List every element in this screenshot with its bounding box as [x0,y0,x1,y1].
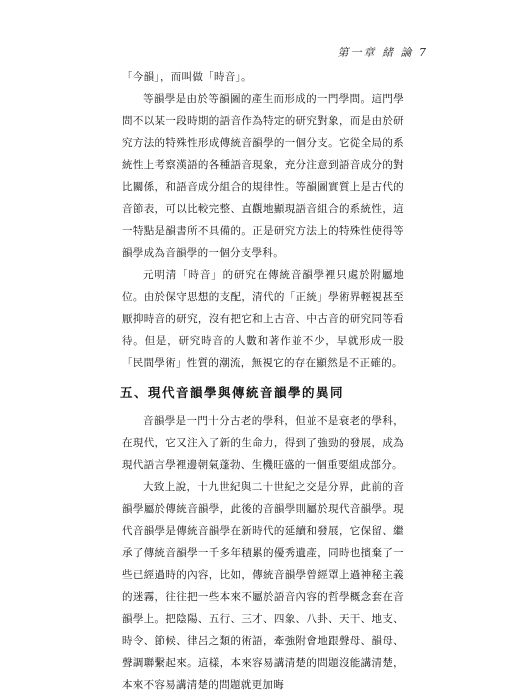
paragraph-shiyin: 元明清「時音」的研究在傳統音韻學裡只處於附屬地位。由於保守思想的支配，清代的「正統」學術界輕視甚至厭抑時音的研究，沒有把它和上古音、中古音的研究同等看待。但是，研究時音的人數和著作並不少，早就形成一股「民間學術」性質的潮流，無視它的存在顯然是不正確的。 [122,269,404,369]
paragraph-continued: 「今韻」，而叫做「時音」。 [122,71,252,83]
paragraph-boundary: 大致上說，十九世紀與二十世紀之交是分界，此前的音韻學屬於傳統音韻學，此後的音韻學則屬於現代音韻學。現代音韻學是傳統音韻學在新時代的延續和發展，它保留、繼承了傳統音韻學一千多年積累的優秀遺產，同時也擯棄了一些已經過時的內容，比如，傳統音韻學曾經罩上過神秘主義的迷霧，往往把一些本來不屬於語音內容的哲學概念套在音韻學上。把陰陽、五行、三才、四象、八卦、天干、地支、時令、節候、律呂之類的術語，牽強附會地跟聲母、韻母、聲調聯繫起來。這樣，本來容易講清楚的問題沒能講清楚，本來不容易講清楚的問題就更加晦 [122,481,404,691]
paragraph-modern-phonology: 音韻學是一門十分古老的學科，但並不是衰老的學科，在現代，它又注入了新的生命力，得到了強勁的發展，成為現代語言學裡邊朝氣蓬勃、生機旺盛的一個重要組成部分。 [122,415,404,471]
running-header: 第一章 緒 論 7 [337,46,428,59]
page-body [122,66,404,696]
paragraph-dengyun: 等韻學是由於等韻圖的產生而形成的一門學問。這門學問不以某一段時期的語音作為特定的研究對象，而是由於研究方法的特殊性形成傳統音韻學的一個分支。它從全局的系統性上考察漢語的各種語音現象，充分注意到語音成分的對比關係，和語音成分組合的規律性。等韻圖實質上是古代的音節表，可以比較完整、直觀地顯現語音組合的系統性，這一特點是韻書所不具備的。正是研究方法上的特殊性使得等韻學成為音韻學的一個分支學科。 [122,93,404,259]
section-heading: 五、現代音韻學與傳統音韻學的異同 [120,385,345,400]
